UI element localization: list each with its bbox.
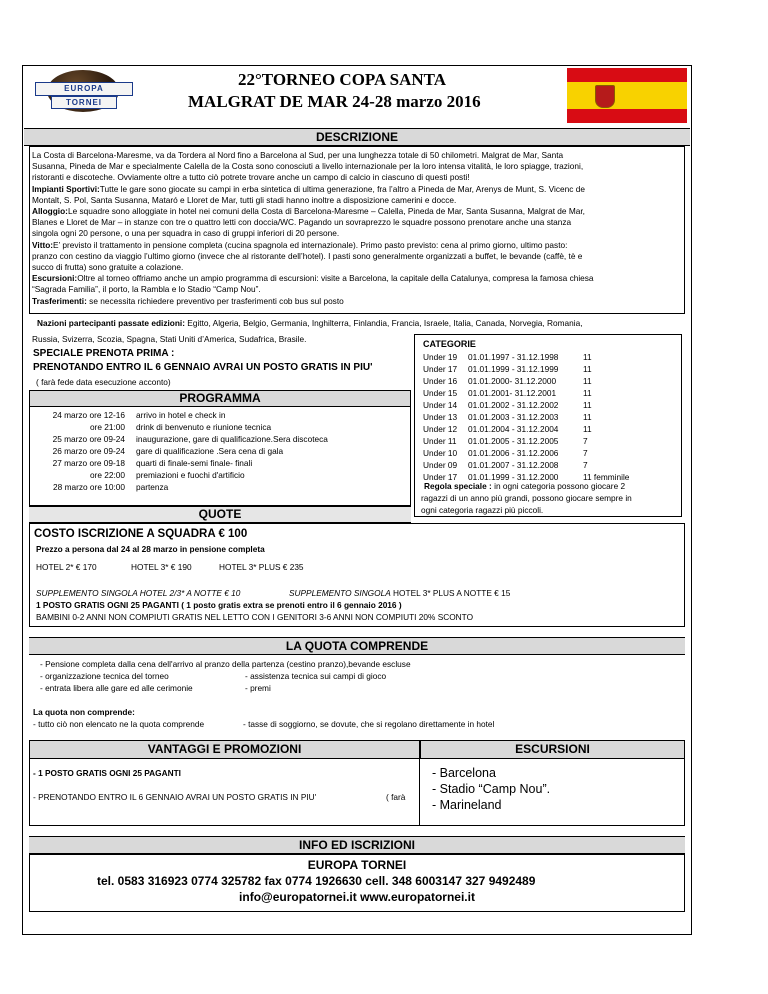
categoria-range: 01.01.2003 - 31.12.2003 — [468, 412, 559, 422]
section-heading-descrizione: DESCRIZIONE — [24, 128, 690, 146]
descrizione-line — [32, 251, 677, 262]
regola-line-3: ogni categoria ragazzi più piccoli. — [421, 505, 544, 515]
categoria-range: 01.01.2002 - 31.12.2002 — [468, 400, 559, 410]
non-comprende-item-1: - tutto ciò non elencato ne la quota comprende — [33, 719, 205, 729]
categoria-name: Under 14 — [423, 400, 458, 410]
categorie-heading: CATEGORIE — [423, 339, 476, 349]
programma-date: 24 marzo ore 12-16 — [52, 410, 125, 420]
programma-date: 27 marzo ore 09-18 — [52, 458, 125, 468]
categoria-players: 7 — [583, 460, 588, 470]
descrizione-line-label: Vitto: — [32, 239, 54, 250]
descrizione-line — [32, 284, 677, 295]
descrizione-line — [32, 296, 677, 307]
regola-line-2: ragazzi di un anno più grandi, possono giocare sempre in — [421, 493, 632, 503]
vantaggi-item-2: - PRENOTANDO ENTRO IL 6 GENNAIO AVRAI UN POSTO GRATIS IN PIU' — [33, 792, 317, 802]
section-heading-vantaggi: VANTAGGI E PROMOZIONI — [29, 740, 420, 759]
price-hotel-2: HOTEL 2* € 170 — [36, 562, 97, 572]
descrizione-line — [32, 195, 677, 206]
nazioni-line-2: Russia, Svizerra, Scozia, Spagna, Stati Uniti d’America, Sudafrica, Brasile. — [32, 334, 307, 344]
categoria-players: 11 — [583, 400, 592, 410]
programma-activity: quarti di finale-semi finale- finali — [136, 458, 253, 468]
posto-gratis: 1 POSTO GRATIS OGNI 25 PAGANTI ( 1 posto gratis extra se prenoti entro il 6 gennaio 2016 ) — [36, 600, 402, 610]
descrizione-line-text: Blanes e Lloret de Mar – in stanze con tre o quattro letti con doccia/WC. Pagando un sovraprezzo le squadre possono prenotare anche una stanza — [32, 217, 572, 228]
categoria-range: 01.01.1999 - 31.12.1999 — [468, 364, 559, 374]
descrizione-line-text: ristoranti e discoteche. Ovviamente oltre a tutto ciò potrete trovare anche un campo di calcio in ciascuno di questi posti! — [32, 172, 470, 183]
categoria-name: Under 09 — [423, 460, 458, 470]
descrizione-line — [32, 184, 677, 195]
categoria-range: 01.01.2006 - 31.12.2006 — [468, 448, 559, 458]
descrizione-line — [32, 150, 677, 161]
descrizione-line-text: “Sagrada Familia”, il porto, la Rambla e lo Stadio “Camp Nou”. — [32, 284, 261, 295]
info-contacts: info@europatornei.it www.europatornei.it — [239, 890, 475, 904]
comprende-item-3: - entrata libera alle gare ed alle cerimonie — [40, 683, 193, 693]
categoria-players: 7 — [583, 436, 588, 446]
bambini-note: BAMBINI 0-2 ANNI NON COMPIUTI GRATIS NEL LETTO CON I GENITORI 3-6 ANNI NON COMPIUTI 20% SCONTO — [36, 612, 474, 622]
programma-date: ore 22:00 — [89, 470, 125, 480]
descrizione-line-label: Escursioni: — [32, 273, 78, 284]
programma-activity: arrivo in hotel e check in — [136, 410, 226, 420]
categoria-players: 11 femminile — [583, 472, 630, 482]
categoria-range: 01.01.2000- 31.12.2000 — [468, 376, 557, 386]
programma-date: 28 marzo ore 10:00 — [53, 482, 125, 492]
descrizione-line-text: succo di frutta) sono gratuite a colazione. — [32, 262, 184, 273]
descrizione-line-text: se necessita richiedere preventivo per trasferimenti cob bus sul posto — [86, 295, 344, 306]
speciale-text: PRENOTANDO ENTRO IL 6 GENNAIO AVRAI UN POSTO GRATIS IN PIU' — [33, 362, 373, 373]
categoria-range: 01.01.2001- 31.12.2001 — [468, 388, 557, 398]
programma-activity: inaugurazione, gare di qualificazione.Sera discoteca — [136, 434, 328, 444]
descrizione-line-text: La Costa di Barcelona-Maresme, va da Tordera al Nord fino a Barcelona al Sud, per una lunghezza totale di 50 chilometri. Malgrat de Mar, Santa — [32, 150, 564, 160]
categoria-name: Under 16 — [423, 376, 458, 386]
supplemento-singola-2: SUPPLEMENTO SINGOLA HOTEL 3* PLUS A NOTTE € 15 — [289, 588, 511, 598]
comprende-item-4: - assistenza tecnica sui campi di gioco — [245, 671, 387, 681]
escursione-item-2: - Stadio “Camp Nou”. — [432, 782, 551, 796]
categoria-name: Under 15 — [423, 388, 458, 398]
escursione-item-3: - Marineland — [432, 798, 502, 812]
categoria-range: 01.01.2005 - 31.12.2005 — [468, 436, 559, 446]
categoria-players: 11 — [583, 364, 592, 374]
categoria-name: Under 12 — [423, 424, 458, 434]
section-heading-quote: QUOTE — [29, 506, 411, 523]
programma-activity: gare di qualificazione .Sera cena di gala — [136, 446, 284, 456]
nazioni-line: Nazioni partecipanti passate edizioni: Egitto, Algeria, Belgio, Germania, Inghilterra, Finlandia, Francia, Israele, Italia, Canada, Norvegia, Romania, — [37, 318, 583, 328]
descrizione-text — [32, 150, 677, 307]
non-comprende-heading: La quota non comprende: — [33, 707, 135, 717]
non-comprende-item-2: - tasse di soggiorno, se dovute, che si regolano direttamente in hotel — [243, 719, 495, 729]
descrizione-line — [32, 217, 677, 228]
categoria-name: Under 17 — [423, 472, 458, 482]
descrizione-line-text: Susanna, Pineda de Mar e specialmente Calella de la Costa sono conosciuti a livello internazionale per la loro intensa vitalità, le loro spiagge, trazioni, — [32, 161, 584, 172]
price-hotel-3: HOTEL 3* € 190 — [131, 562, 192, 572]
page-subtitle: MALGRAT DE MAR 24-28 marzo 2016 — [188, 92, 481, 111]
speciale-title: SPECIALE PRENOTA PRIMA : — [33, 348, 175, 359]
categoria-players: 11 — [583, 352, 592, 362]
categoria-players: 7 — [583, 448, 588, 458]
categoria-name: Under 10 — [423, 448, 458, 458]
programma-activity: premiazioni e fuochi d'artificio — [136, 470, 245, 480]
comprende-item-5: - premi — [245, 683, 271, 693]
categoria-name: Under 13 — [423, 412, 458, 422]
descrizione-line-text: Tutte le gare sono giocate su campi in erba sintetica di ultima generazione, fra l’altro a Pineda de Mar, Arenys de Munt, S. Vicenc de — [99, 183, 585, 194]
programma-date: 26 marzo ore 09-24 — [52, 446, 125, 456]
page-title: 22°TORNEO COPA SANTA — [238, 70, 446, 89]
categoria-players: 11 — [583, 412, 592, 422]
comprende-item-2: - organizzazione tecnica del torneo — [40, 671, 169, 681]
regola-line-1: Regola speciale : in ogni categoria possono giocare 2 — [424, 481, 626, 491]
vantaggi-item-1: - 1 POSTO GRATIS OGNI 25 PAGANTI — [33, 768, 181, 778]
logo-text-bottom: TORNEI — [51, 96, 117, 109]
descrizione-line-label: Alloggio: — [32, 206, 68, 217]
descrizione-line-text: Oltre al torneo offriamo anche un ampio programma di escursioni: visite a Barcelona, la capitale della Catalunya, compresa la famosa chiesa — [77, 273, 594, 284]
descrizione-line-text: Montalt, S. Pol, Santa Susanna, Mataró e Lloret de Mar, tutti gli stadi hanno inoltre a disposizione camerini e docce. — [32, 194, 457, 205]
spain-flag-icon — [567, 68, 687, 123]
descrizione-line-label: Impianti Sportivi: — [32, 183, 100, 194]
price-hotel-3-plus: HOTEL 3* PLUS € 235 — [219, 562, 304, 572]
descrizione-line-text: Le squadre sono alloggiate in hotel nei comuni della Costa di Barcelona-Maresme – Calella, Pineda de Mar, Santa Susanna, Malgrat de Mar, — [67, 206, 585, 217]
descrizione-line — [32, 172, 677, 183]
programma-activity: drink di benvenuto e riunione tecnica — [136, 422, 272, 432]
categoria-name: Under 11 — [423, 436, 457, 446]
section-heading-comprende: LA QUOTA COMPRENDE — [29, 637, 685, 655]
prezzo-persona: Prezzo a persona dal 24 al 28 marzo in pensione completa — [36, 544, 265, 554]
descrizione-line — [32, 273, 677, 284]
descrizione-line — [32, 262, 677, 273]
speciale-note: ( farà fede data esecuzione acconto) — [36, 377, 171, 387]
descrizione-line — [32, 228, 677, 239]
section-heading-programma: PROGRAMMA — [29, 390, 411, 407]
section-heading-escursioni: ESCURSIONI — [420, 740, 685, 759]
costo-iscrizione: COSTO ISCRIZIONE A SQUADRA € 100 — [34, 528, 248, 540]
categoria-name: Under 19 — [423, 352, 458, 362]
categoria-name: Under 17 — [423, 364, 458, 374]
descrizione-line-label: Trasferimenti: — [32, 295, 87, 306]
info-company: EUROPA TORNEI — [307, 858, 407, 872]
descrizione-line — [32, 161, 677, 172]
descrizione-line-text: pranzo con cestino da viaggio l’ultimo giorno (invece che al ristorante dell’hotel). I pasti sono generalmente organizzati a buffet, le bevande (caffè, tè e — [32, 250, 583, 261]
escursione-item-1: - Barcelona — [432, 766, 496, 780]
supplemento-singola-1: SUPPLEMENTO SINGOLA HOTEL 2/3* A NOTTE € 10 — [36, 588, 241, 598]
categoria-players: 11 — [583, 424, 592, 434]
categoria-range: 01.01.2007 - 31.12.2008 — [468, 460, 559, 470]
categoria-players: 11 — [583, 376, 592, 386]
logo-text-top: EUROPA — [35, 82, 133, 96]
descrizione-line — [32, 206, 677, 217]
programma-date: 25 marzo ore 09-24 — [52, 434, 125, 444]
descrizione-line-text: singola ogni 20 persone, o una per squadra in caso di gruppi inferiori di 20 persone. — [32, 228, 340, 239]
programma-activity: partenza — [136, 482, 169, 492]
europa-tornei-logo — [33, 70, 133, 115]
categoria-range: 01.01.1999 - 31.12.2000 — [468, 472, 559, 482]
descrizione-line — [32, 240, 677, 251]
coat-of-arms-icon — [595, 85, 615, 108]
categoria-range: 01.01.2004 - 31.12.2004 — [468, 424, 559, 434]
descrizione-line-text: E’ previsto il trattamento in pensione completa (cucina spagnola ed internazionale). Primo pasto previsto: cena al primo giorno, ultimo pasto: — [53, 239, 568, 250]
categoria-range: 01.01.1997 - 31.12.1998 — [468, 352, 559, 362]
categoria-players: 11 — [583, 388, 592, 398]
vantaggi-item-2-tail: ( farà — [386, 792, 406, 802]
programma-date: ore 21:00 — [89, 422, 125, 432]
comprende-item-1: - Pensione completa dalla cena dell'arrivo al pranzo della partenza (cestino pranzo),bevande escluse — [40, 659, 411, 669]
section-heading-info: INFO ED ISCRIZIONI — [29, 836, 685, 854]
info-phones: tel. 0583 316923 0774 325782 fax 0774 1926630 cell. 348 6003147 327 9492489 — [97, 874, 536, 888]
